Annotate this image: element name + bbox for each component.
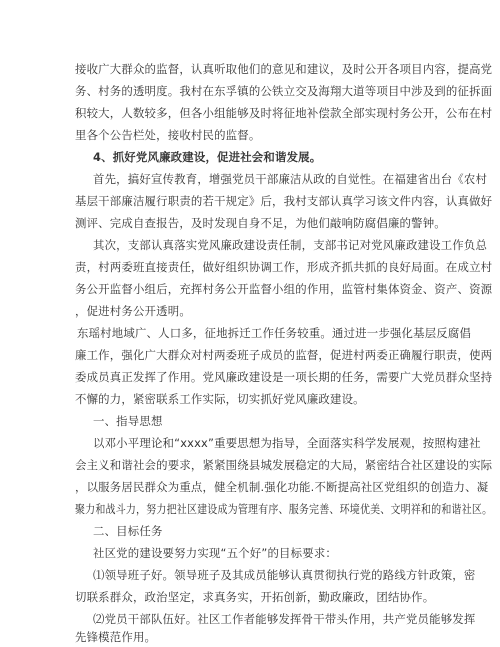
text-line: ⑴领导班子好。领导班子及其成员能够认真贯彻执行党的路线方针政策，密 (93, 568, 476, 582)
text-line: 先锋模范作用。 (75, 630, 157, 644)
text-line: 责，村两委班直接责任，做好组织协调工作，形成齐抓共抓的良好局面。在成立村 (75, 260, 493, 274)
text-line: 廉工作，强化广大群众对村两委班子成员的监督，促进村两委正确履行职责，使两 (75, 348, 493, 362)
text-line: ⑵党员干部队伍好。社区工作者能够发挥骨干带头作用，共产党员能够发挥 (93, 612, 476, 626)
text-line: 以邓小平理论和“xxxx”重要思想为指导，全面落实科学发展观，按照构建社 (93, 436, 481, 450)
text-line: 会主义和谐社会的要求，紧紧围绕县城发展稳定的大局，紧密结合社区建设的实际 (75, 458, 493, 472)
section-heading: 二、目标任务 (93, 524, 163, 538)
text-line: 不懈的力，紧密联系工作实际，切实抓好党风廉政建设。 (75, 392, 365, 406)
text-line: 东瑶村地域广、人口多，征地拆迁工作任务较重。通过进一步强化基层反腐倡 (77, 326, 472, 340)
text-line: 切联系群众，政治坚定，求真务实，开拓创新，勤政廉政，团结协作。 (75, 590, 435, 604)
text-line: 委成员真正发挥了作用。党风廉政建设是一项长期的任务，需要广大党员群众坚持 (75, 370, 493, 384)
text-line: 测评、完成自查报告，及时发现自身不足，为他们敲响防腐倡廉的警钟。 (75, 216, 446, 230)
text-line: 务、村务的透明度。我村在东孚镇的公铁立交及海翔大道等项目中涉及到的征拆面 (75, 84, 493, 98)
text-line: ，以服务居民群众为重点，健全机制.强化功能.不断提高社区党组织的创造力、凝 (75, 480, 489, 494)
text-line: 基层干部廉洁履行职责的若干规定》后，我村支部认真学习该文件内容，认真做好 (75, 194, 493, 208)
section-heading: 4、抓好党风廉政建设，促进社会和谐发展。 (93, 150, 322, 164)
text-line: 首先，搞好宣传教育，增强党员干部廉洁从政的自觉性。在福建省出台《农村 (93, 172, 488, 186)
text-line: 里各个公告栏处，接收村民的监督。 (75, 128, 261, 142)
text-line: 社区党的建设要努力实现“五个好”的目标要求： (93, 546, 338, 560)
text-line: 聚力和战斗力，努力把社区建设成为管理有序、服务完善、环境优美、文明祥和的和谐社区。 (75, 502, 493, 516)
text-line: 接收广大群众的监督，认真听取他们的意见和建议，及时公开各项目内容，提高党 (75, 62, 493, 76)
text-line: 积较大，人数较多，但各小组能够及时将征地补偿款全部实现村务公开，公布在村 (75, 106, 493, 120)
section-heading: 一、指导思想 (93, 414, 163, 428)
text-line: 其次，支部认真落实党风廉政建设责任制，支部书记对党风廉政建设工作负总 (93, 238, 488, 252)
text-line: ，促进村务公开透明。 (75, 304, 191, 318)
text-line: 务公开监督小组后，充挥村务公开监督小组的作用，监管村集体资金、资产、资源 (75, 282, 493, 296)
